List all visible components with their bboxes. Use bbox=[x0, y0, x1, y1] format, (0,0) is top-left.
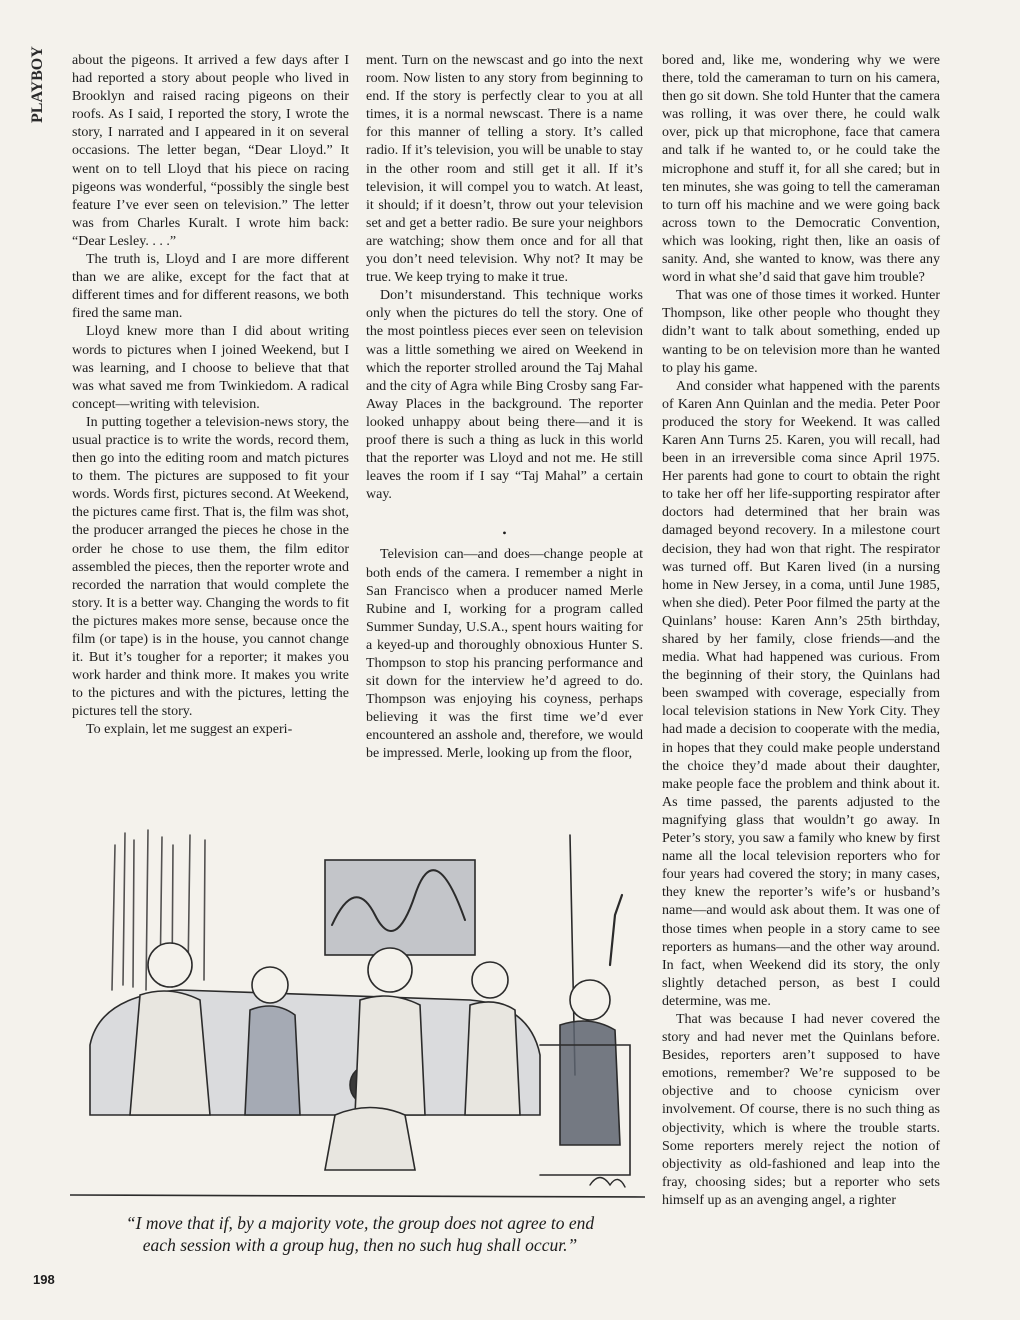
text-column-1 bbox=[72, 52, 349, 740]
paragraph: To explain, let me suggest an experi- bbox=[86, 722, 293, 738]
paragraph: ment. Turn on the newscast and go into the next room. Now listen to any story from beginning to end. If the story is perfectly clear to you at all times, it is a normal newscast. There is a name for this manner of telling a story. It’s called radio. If it’s television, you will be unable to stay in the other room and still get it all. If it’s television, it will compel you to watch. At least, it should; if it doesn’t, throw out your television set and get a better radio. Be sure your neighbors are watching; show them once and for all that you don’t need television. Why not? It may be true. We keep trying to make it true. bbox=[366, 53, 643, 286]
person-head bbox=[148, 943, 192, 987]
page-number: 198 bbox=[33, 1272, 55, 1287]
paragraph: bored and, like me, wondering why we were there, told the cameraman to turn on his camera, then go sit down. She told Hunter that the camera was rolling, it was over there, he could walk over, pick up that microphone, face that camera and talk if he wanted to, or he could take the microphone and stuff it, for all she cared; but in ten minutes, she was going to tell the cameraman to turn off his machine and we were going back across town to the Democratic Convention, which was looking, right then, like an oasis of sanity. And, she wanted to know, was there any word in what she’d said that gave him trouble? bbox=[662, 53, 940, 286]
person-head bbox=[368, 948, 412, 992]
running-head: PLAYBOY bbox=[29, 46, 46, 123]
raised-hand bbox=[610, 895, 622, 965]
person-head bbox=[570, 980, 610, 1020]
paragraph: Television can—and does—change people at both ends of the camera. I remember a night in San Francisco when a producer named Merle Rubine and I, working for a program called Summer Sunday, U.S.A., spent hours waiting for a keyed-up and thoroughly obnoxious Hunter S. Thompson to stop his prancing performance and sit down for the interview he’d agreed to do. Thompson was enjoying his coyness, perhaps believing it was the first time we’d ever encountered an asshole and, therefore, we would be impressed. Merle, looking up from the floor, bbox=[366, 547, 643, 762]
paragraph: That was one of those times it worked. Hunter Thompson, like other people who thought they didn’t want to talk about something, ended up wanting to be on television more than he wanted to play his game. bbox=[662, 288, 940, 376]
person-head bbox=[252, 967, 288, 1003]
cartoon-caption: “I move that if, by a majority vote, the group does not agree to end each session with a group hug, then no such hug shall occur.” bbox=[125, 1213, 595, 1255]
text-column-3 bbox=[662, 52, 940, 1210]
paragraph: The truth is, Lloyd and I are more different than we are alike, except for the fact that at different times and for different reasons, we both fired the same man. bbox=[72, 252, 349, 322]
paragraph: And consider what happened with the parents of Karen Ann Quinlan and the media. Peter Poor produced the story for Weekend. It was called Karen Ann Turns 25. Karen, you will recall, had been in an irreversible coma since April 1975. Her parents had gone to court to obtain the right to take her off her life-supporting respirator after doctors had determined that her brain was damaged beyond recovery. In a milestone court decision, they had won that right. The respirator was turned off. But Karen lived (in a nursing home in New Jersey, in a coma, until June 1985, when she died). Peter Poor filmed the party at the Quinlans’ house: Karen Ann’s 25th birthday, shared by her family, close friends—and the media. What had happened was curious. From the beginning of their story, the Quinlans had been swamped with coverage, especially from local television stations in New York City. They had made a decision to cooperate with the media, in hopes that they could make people understand the choice they’d made about their daughter, make people face the problem and think about it. As time passed, the parents adjusted to the magnifying glass that wouldn’t go away. In Peter’s story, you saw a family who knew by first name all the local television reporters who for four years had covered the story; in many cases, they knew the reporter’s wife’s or husband’s name—and would ask about them. It was one of those times when people in a story came to see reporters as humans—and the other way around. In fact, when Weekend did its story, the only slightly detached person, as best I could determine, was me. bbox=[662, 378, 940, 1009]
cartoon-illustration bbox=[70, 815, 645, 1205]
text-column-2 bbox=[366, 52, 643, 764]
paragraph: That was because I had never covered the story and had never met the Quinlans before. Besides, reporters aren’t supposed to have emotions, remember? We’re supposed to be objective and to choose cynicism over involvement. Of course, there is no such thing as objectivity, which is where the trouble starts. Some reporters merely reject the notion of objectivity as old-fashioned and leap into the fray, choosing sides; but a reporter who sets himself up as an avenging angel, a righter bbox=[662, 1011, 940, 1208]
paragraph: In putting together a television-news story, the usual practice is to write the words, record them, then go into the editing room and match pictures to them. The pictures are supposed to fit your words. Words first, pictures second. At Weekend, the pictures came first. That is, the film was shot, the producer arranged the pieces he chose in the order he chose to use them, the film editor assembled the pieces, then the reporter wrote and recorded the narration that would complete the story. It is a better way. Changing the words to fit the pictures makes more sense, because once the film (or tape) is in the house, you cannot change it. But it’s tougher for a reporter; it makes you work harder and think more. It makes you write to the pictures and with the pictures, letting the pictures tell the story. bbox=[72, 414, 349, 720]
paragraph: Don’t misunderstand. This technique works only when the pictures do tell the story. One of the most pointless pieces ever seen on television was a little something we aired on Weekend in which the reporter strolled around the Taj Mahal and the city of Agra while Bing Crosby sang Far-Away Places in the background. The reporter looked unhappy about being there—and it is proof there is such a thing as luck in this world that the reporter was Lloyd and not me. He still leaves the room if I say “Taj Mahal” a certain way. bbox=[366, 288, 643, 503]
paragraph: about the pigeons. It arrived a few days after I had reported a story about people who lived in Brooklyn and raised racing pigeons on their roofs. As I said, I reported the story, I wrote the story, I narrated and I appeared in it on several occasions. The letter began, “Dear Lloyd.” It went on to tell Lloyd that his piece on racing pigeons was wonderful, “possibly the single best feature I’ve ever seen on television.” The letter was from Charles Kuralt. I wrote him back: “Dear Lesley. . . .” bbox=[72, 53, 349, 249]
section-break-ornament: • bbox=[502, 526, 507, 541]
wall-painting bbox=[325, 860, 475, 955]
person-head bbox=[472, 962, 508, 998]
paragraph: Lloyd knew more than I did about writing words to pictures when I joined Weekend, but I was learning, and I choose to believe that that was what saved me from Twinkiedom. A radical concept—writing with television. bbox=[72, 324, 349, 412]
